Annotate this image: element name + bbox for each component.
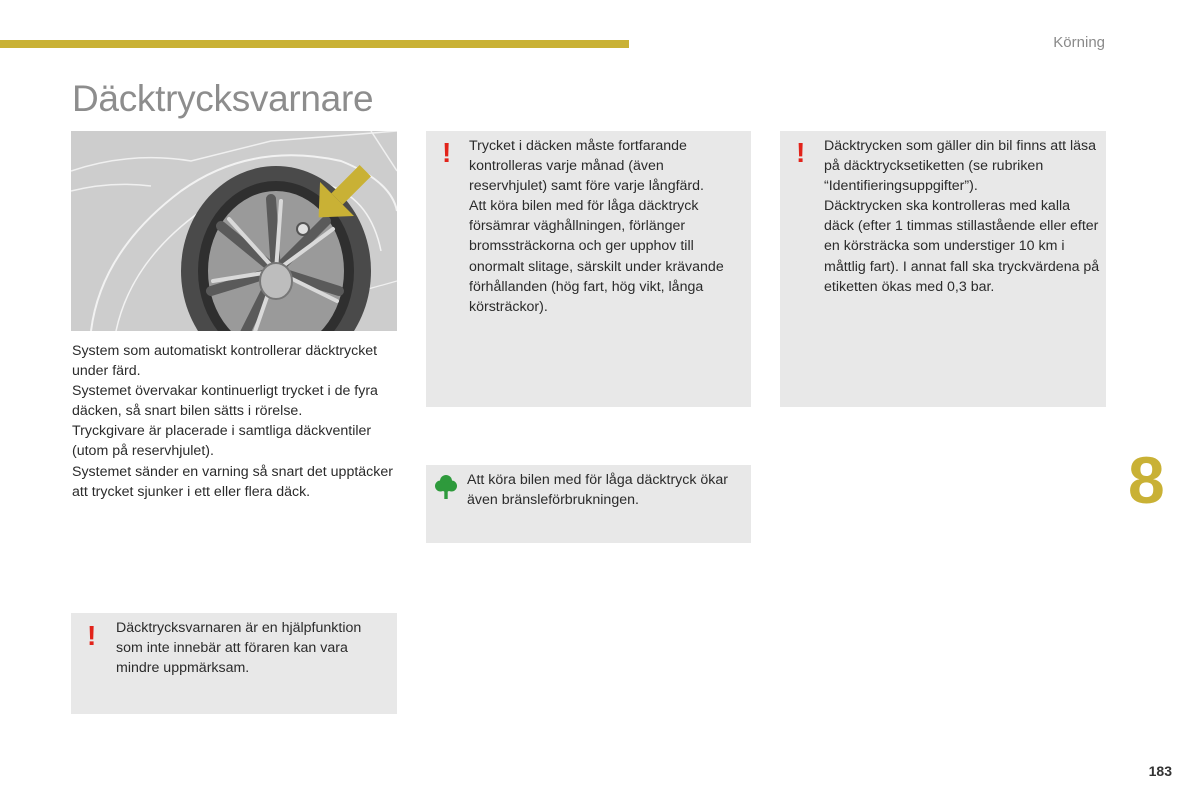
- chapter-number: 8: [1128, 443, 1165, 517]
- note-paragraph: Däcktrycken som gäller din bil finns att läsa på däcktrycksetiketten (se rubriken “Identifieringsuppgifter”).: [824, 138, 1097, 195]
- page-number: 183: [1148, 763, 1172, 779]
- warning-note-assist: [71, 613, 397, 714]
- wheel-valve-illustration: [71, 131, 397, 331]
- section-label: Körning: [1053, 34, 1105, 51]
- note-paragraph: Att köra bilen med för låga däcktryck försämrar väghållningen, förlänger bromssträckorna och ger upphov till onormalt slitage, särskilt under krävande förhållanden (hög fart, hög vikt, långa körsträckor).: [469, 198, 724, 315]
- exclamation-icon: !: [796, 137, 806, 168]
- eco-tree-icon: [435, 474, 457, 500]
- note-paragraph: Trycket i däcken måste fortfarande kontrolleras varje månad (även reservhjulet) samt före varje långfärd.: [469, 138, 704, 195]
- warning-note-pressure-label: [780, 131, 1106, 407]
- wheel-illustration-svg: [71, 131, 397, 331]
- intro-paragraph: Tryckgivare är placerade i samtliga däckventiler (utom på reservhjulet).: [72, 423, 372, 460]
- top-accent-rule: [0, 40, 629, 48]
- intro-paragraph: Systemet sänder en varning så snart det upptäcker att trycket sjunker i ett eller flera däck.: [72, 463, 393, 500]
- exclamation-icon: !: [87, 620, 97, 651]
- eco-tip-note: [426, 465, 751, 543]
- warning-note-pressure-check: [426, 131, 751, 407]
- page-title: Däcktrycksvarnare: [72, 78, 374, 119]
- intro-paragraph: Systemet övervakar kontinuerligt trycket i de fyra däcken, så snart bilen sätts i rörelse.: [72, 383, 378, 420]
- note-text: [824, 136, 1100, 297]
- note-text: [469, 136, 739, 317]
- note-text: Däcktrycksvarnaren är en hjälpfunktion som inte innebär att föraren kan vara mindre uppmärksam.: [116, 620, 362, 677]
- intro-paragraph: System som automatiskt kontrollerar däcktrycket under färd.: [72, 343, 378, 380]
- exclamation-icon: !: [442, 137, 452, 168]
- intro-text: [72, 341, 402, 502]
- note-text: Att köra bilen med för låga däcktryck ökar även bränsleförbrukningen.: [467, 472, 729, 509]
- note-paragraph: Däcktrycken ska kontrolleras med kalla däck (efter 1 timmas stillastående eller efter en körsträcka som understiger 10 km i måttlig fart). I annat fall ska tryckvärdena på etiketten ökas med 0,3 bar.: [824, 198, 1100, 295]
